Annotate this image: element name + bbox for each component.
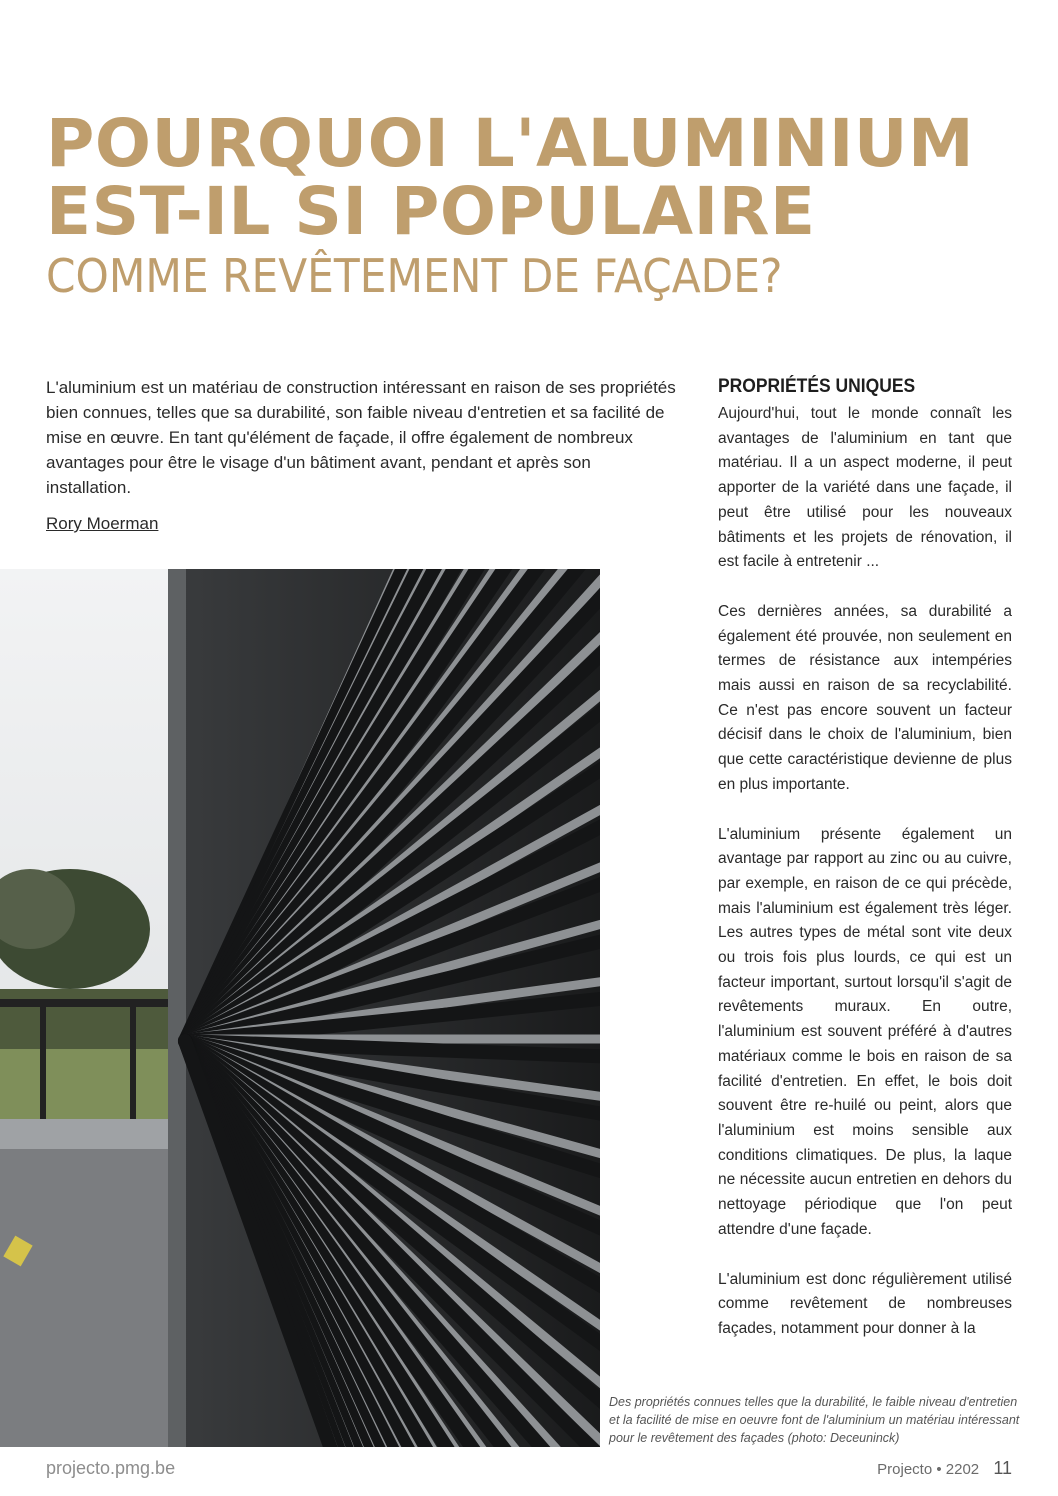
sidebar-column <box>718 376 1012 1367</box>
sidebar-heading: PROPRIÉTÉS UNIQUES <box>718 376 916 397</box>
magazine-issue: Projecto • 2202 <box>877 1461 980 1478</box>
sidebar-paragraph-4: L'aluminium est donc régulièrement utilisé comme revêtement de nombreuses façades, notamment pour donner à la <box>718 1270 1012 1337</box>
facade-photo <box>0 569 600 1447</box>
sidebar-paragraph-3: L'aluminium présente également un avantage par rapport au zinc ou au cuivre, par exemple, en raison de ce qui précède, mais l'aluminium est également très léger. Les autres types de métal sont vite deux ou trois fois plus lourds, ce qui est un facteur important, surtout lorsqu'il s'agit de revêtements muraux. En outre, l'aluminium est souvent préféré à d'autres matériaux comme le bois en raison de sa facilité d'entretien. En effet, le bois doit souvent être re-huilé ou peint, alors que l'aluminium est moins sensible aux conditions climatiques. De plus, la laque ne nécessite aucun entretien en dehors du nettoyage périodique que l'on peut attendre d'une façade. <box>718 825 1012 1238</box>
sidebar-paragraph-1: Aujourd'hui, tout le monde connaît les avantages de l'aluminium en tant que matériau. Il a un aspect moderne, il peut apporter de la variété dans une façade, il peut être utilisé pour les nouveaux bâtiments et les projets de rénovation, il est facile à entretenir ... <box>718 405 1012 571</box>
title-line-2: EST-IL SI POPULAIRE <box>46 173 816 250</box>
photo-caption: Des propriétés connues telles que la durabilité, le faible niveau d'entretien et la facilité de mise en oeuvre font de l'aluminium un matériau intéressant pour le revêtement des façades (photo: Deceuninck) <box>609 1395 1020 1445</box>
footer-url-link[interactable]: projecto.pmg.be <box>46 1458 176 1478</box>
intro-paragraph: L'aluminium est un matériau de construction intéressant en raison de ses propriétés bien connues, telles que sa durabilité, son faible niveau d'entretien et sa facilité de mise en œuvre. En tant qu'élément de façade, il offre également de nombreux avantages pour être le visage d'un bâtiment avant, pendant et après son installation. <box>46 378 676 497</box>
sidebar-paragraph-2: Ces dernières années, sa durabilité a également été prouvée, non seulement en termes de résistance aux intempéries mais aussi en raison de sa recyclabilité. Ce n'est pas encore souvent un facteur décisif dans le choix de l'aluminium, bien que cette caractéristique devienne de plus en plus importante. <box>718 602 1012 793</box>
aluminium-facade-image <box>0 569 600 1447</box>
article-subtitle: COMME REVÊTEMENT DE FAÇADE? <box>46 249 783 303</box>
author-link[interactable]: Rory Moerman <box>46 514 159 533</box>
footer-page-info <box>877 1458 1012 1479</box>
title-line-1: POURQUOI L'ALUMINIUM <box>46 105 975 182</box>
article-title <box>46 105 975 250</box>
page-number: 11 <box>993 1458 1012 1478</box>
